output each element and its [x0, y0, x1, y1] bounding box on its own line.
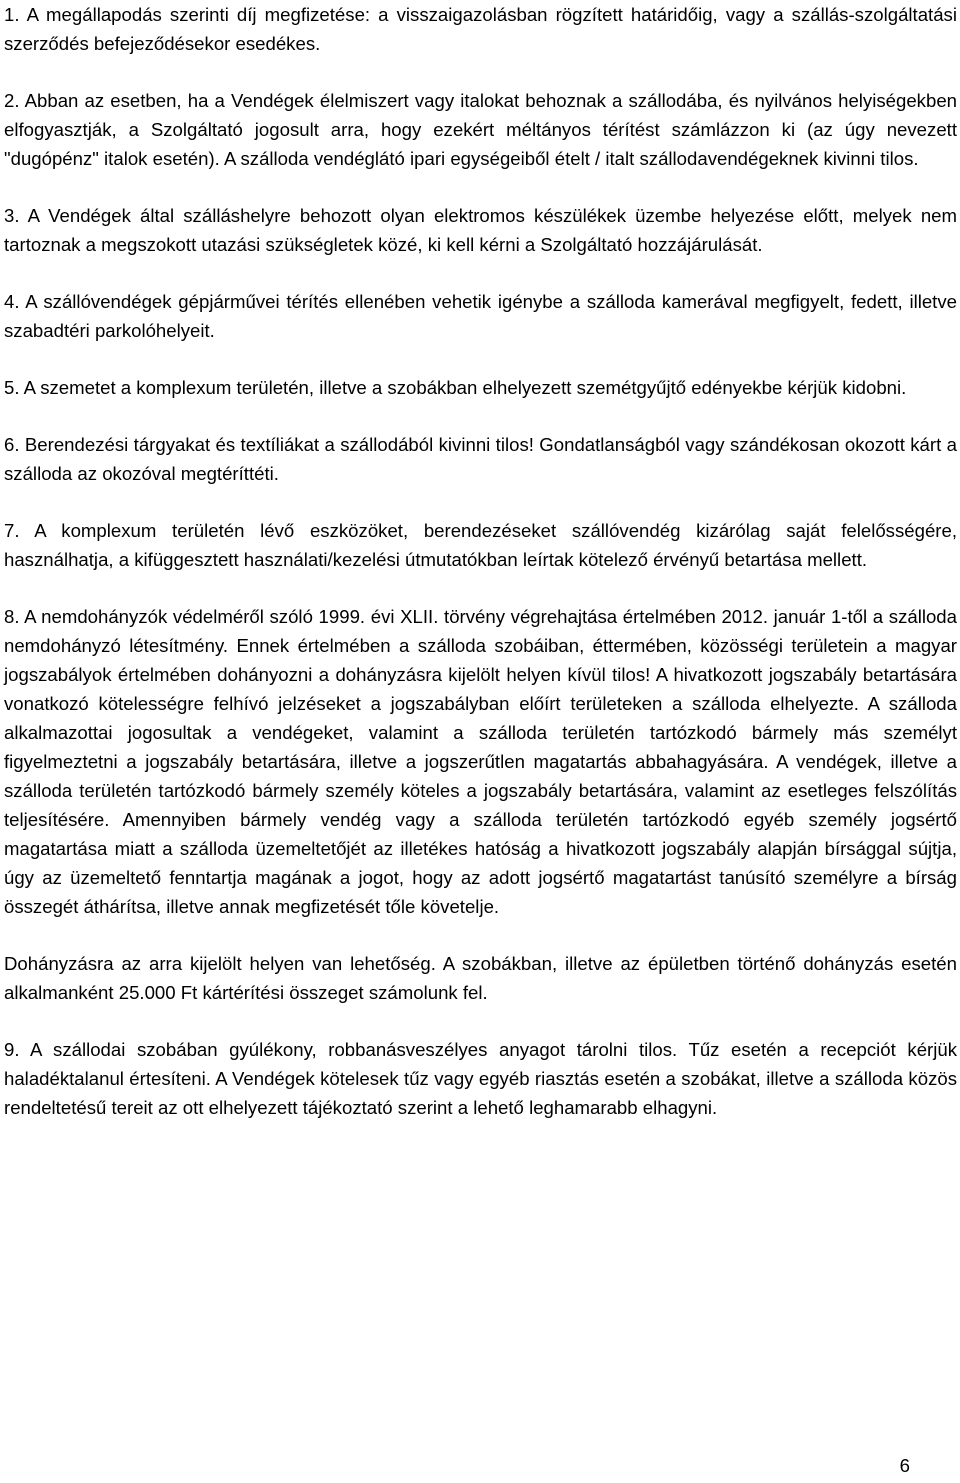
paragraph-8-non-smoking: 8. A nemdohányzók védelméről szóló 1999. évi XLII. törvény végrehajtása értelmében 2012. január 1-től a szálloda nemdohányzó létesítmény. Ennek értelmében a szálloda szobáiban, éttermében, közösségi területein a magyar jogszabályok értelmében dohányozni a dohányzásra kijelölt helyen kívül tilos! A hivatkozott jogszabály betartására vonatkozó kötelességre felhívó jelzéseket a jogszabályban előírt területeken a szálloda elhelyezte. A szálloda alkalmazottai jogosultak a vendégeket, valamint a szálloda területén tartózkodó bármely más személyt figyelmeztetni a jogszabály betartására, illetve a jogszerűtlen magatartás abbahagyására. A vendégek, illetve a szálloda területén tartózkodó bármely személy köteles a jogszabály betartására, valamint az esetleges felszólítás teljesítésére. Amennyiben bármely vendég vagy a szálloda területén tartózkodó egyéb személy jogsértő magatartása miatt a szálloda üzemeltetőjét az illetékes hatóság a hivatkozott jogszabály alapján bírsággal sújtja, úgy az üzemeltető fenntartja magának a jogot, hogy az adott jogsértő magatartást tanúsító személyre a bírság összegét áthárítsa, illetve annak megfizetését tőle követelje.: [4, 606, 957, 917]
paragraph-2-outside-food-drink: 2. Abban az esetben, ha a Vendégek élelmiszert vagy italokat behoznak a szállodába, és nyilvános helyiségekben elfogyasztják, a Szolgáltató jogosult arra, hogy ezekért méltányos térítést számlázzon ki (az úgy nevezett "dugópénz" italok esetén). A szálloda vendéglátó ipari egységeiből ételt / italt szállodavendégeknek kivinni tilos.: [4, 90, 957, 169]
paragraph-5-waste: 5. A szemetet a komplexum területén, illetve a szobákban elhelyezett szemétgyűjtő edényekbe kérjük kidobni.: [4, 377, 907, 398]
paragraph-smoking-fine: Dohányzásra az arra kijelölt helyen van lehetőség. A szobákban, illetve az épületben történő dohányzás esetén alkalmanként 25.000 Ft kártérítési összeget számolunk fel.: [4, 953, 957, 1003]
paragraph-6-furnishings: 6. Berendezési tárgyakat és textíliákat a szállodából kivinni tilos! Gondatlanságból vagy szándékosan okozott kárt a szálloda az okozóval megtéríttéti.: [4, 434, 957, 484]
page-number: 6: [899, 1455, 910, 1476]
paragraph-1-fee-payment: 1. A megállapodás szerinti díj megfizetése: a visszaigazolásban rögzített határidőig, vagy a szállás-szolgáltatási szerződés befejeződésekor esedékes.: [4, 4, 957, 54]
paragraph-7-equipment-use: 7. A komplexum területén lévő eszközöket, berendezéseket szállóvendég kizárólag saját felelősségére, használhatja, a kifüggesztett használati/kezelési útmutatókban leírtak kötelező érvényű betartása mellett.: [4, 520, 957, 570]
document-body: [4, 0, 957, 1150]
paragraph-9-fire-safety: 9. A szállodai szobában gyúlékony, robbanásveszélyes anyagot tárolni tilos. Tűz esetén a recepciót kérjük haladéktalanul értesíteni. A Vendégek kötelesek tűz vagy egyéb riasztás esetén a szobákat, illetve a szálloda közös rendeltetésű tereit az ott elhelyezett tájékoztató szerint a lehető leghamarabb elhagyni.: [4, 1039, 957, 1118]
paragraph-3-electrical-devices: 3. A Vendégek által szálláshelyre behozott olyan elektromos készülékek üzembe helyezése előtt, melyek nem tartoznak a megszokott utazási szükségletek közé, ki kell kérni a Szolgáltató hozzájárulását.: [4, 205, 957, 255]
paragraph-4-parking: 4. A szállóvendégek gépjárművei térítés ellenében vehetik igénybe a szálloda kamerával megfigyelt, fedett, illetve szabadtéri parkolóhelyeit.: [4, 291, 957, 341]
